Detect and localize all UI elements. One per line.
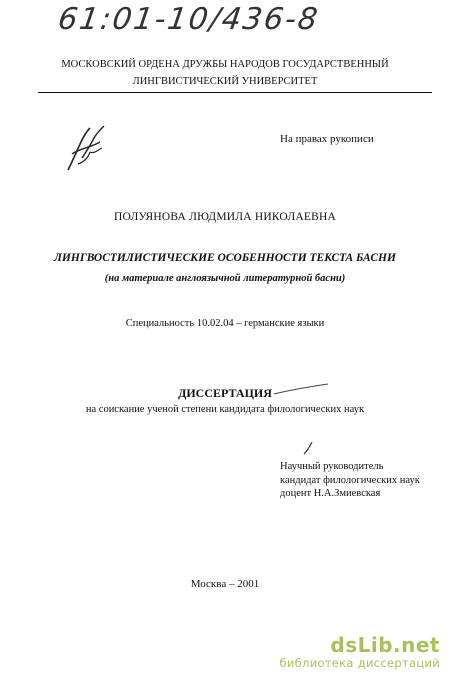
specialty: Специальность 10.02.04 – германские языки	[125, 318, 325, 329]
work-type-heading: ДИССЕРТАЦИЯ	[178, 386, 272, 400]
watermark	[279, 634, 440, 670]
author-name: ПОЛУЯНОВА ЛЮДМИЛА НИКОЛАЕВНА	[114, 211, 336, 223]
supervisor-name: доцент Н.А.Змиевская	[280, 488, 381, 499]
watermark-tagline: библиотека диссертаций	[279, 656, 440, 670]
dissertation-subtitle: (на материале англоязычной литературной басни)	[104, 273, 346, 284]
header-divider	[38, 92, 432, 93]
handwritten-archive-code: 61:01-10/436-8	[55, 2, 322, 37]
city-year: Москва – 2001	[190, 578, 260, 590]
supervisor-block	[280, 460, 420, 501]
institution-name-line1: МОСКОВСКИЙ ОРДЕНА ДРУЖБЫ НАРОДОВ ГОСУДАРСТВЕННЫЙ	[61, 59, 389, 70]
dissertation-title: ЛИНГВОСТИЛИСТИЧЕСКИЕ ОСОБЕННОСТИ ТЕКСТА БАСНИ	[54, 252, 396, 264]
pen-stroke-mark	[272, 382, 332, 396]
supervisor-role: Научный руководитель	[280, 461, 384, 472]
institution-name-line2: ЛИНГВИСТИЧЕСКИЙ УНИВЕРСИТЕТ	[132, 76, 318, 87]
supervisor-degree: кандидат филологических наук	[280, 474, 420, 486]
degree-statement: на соискание ученой степени кандидата филологических наук	[85, 404, 365, 415]
manuscript-rights-note: На правах рукописи	[280, 133, 374, 145]
watermark-logo: dsLib.net	[330, 633, 440, 657]
handwritten-signature-icon	[60, 118, 120, 178]
pen-tick-mark	[300, 440, 316, 456]
